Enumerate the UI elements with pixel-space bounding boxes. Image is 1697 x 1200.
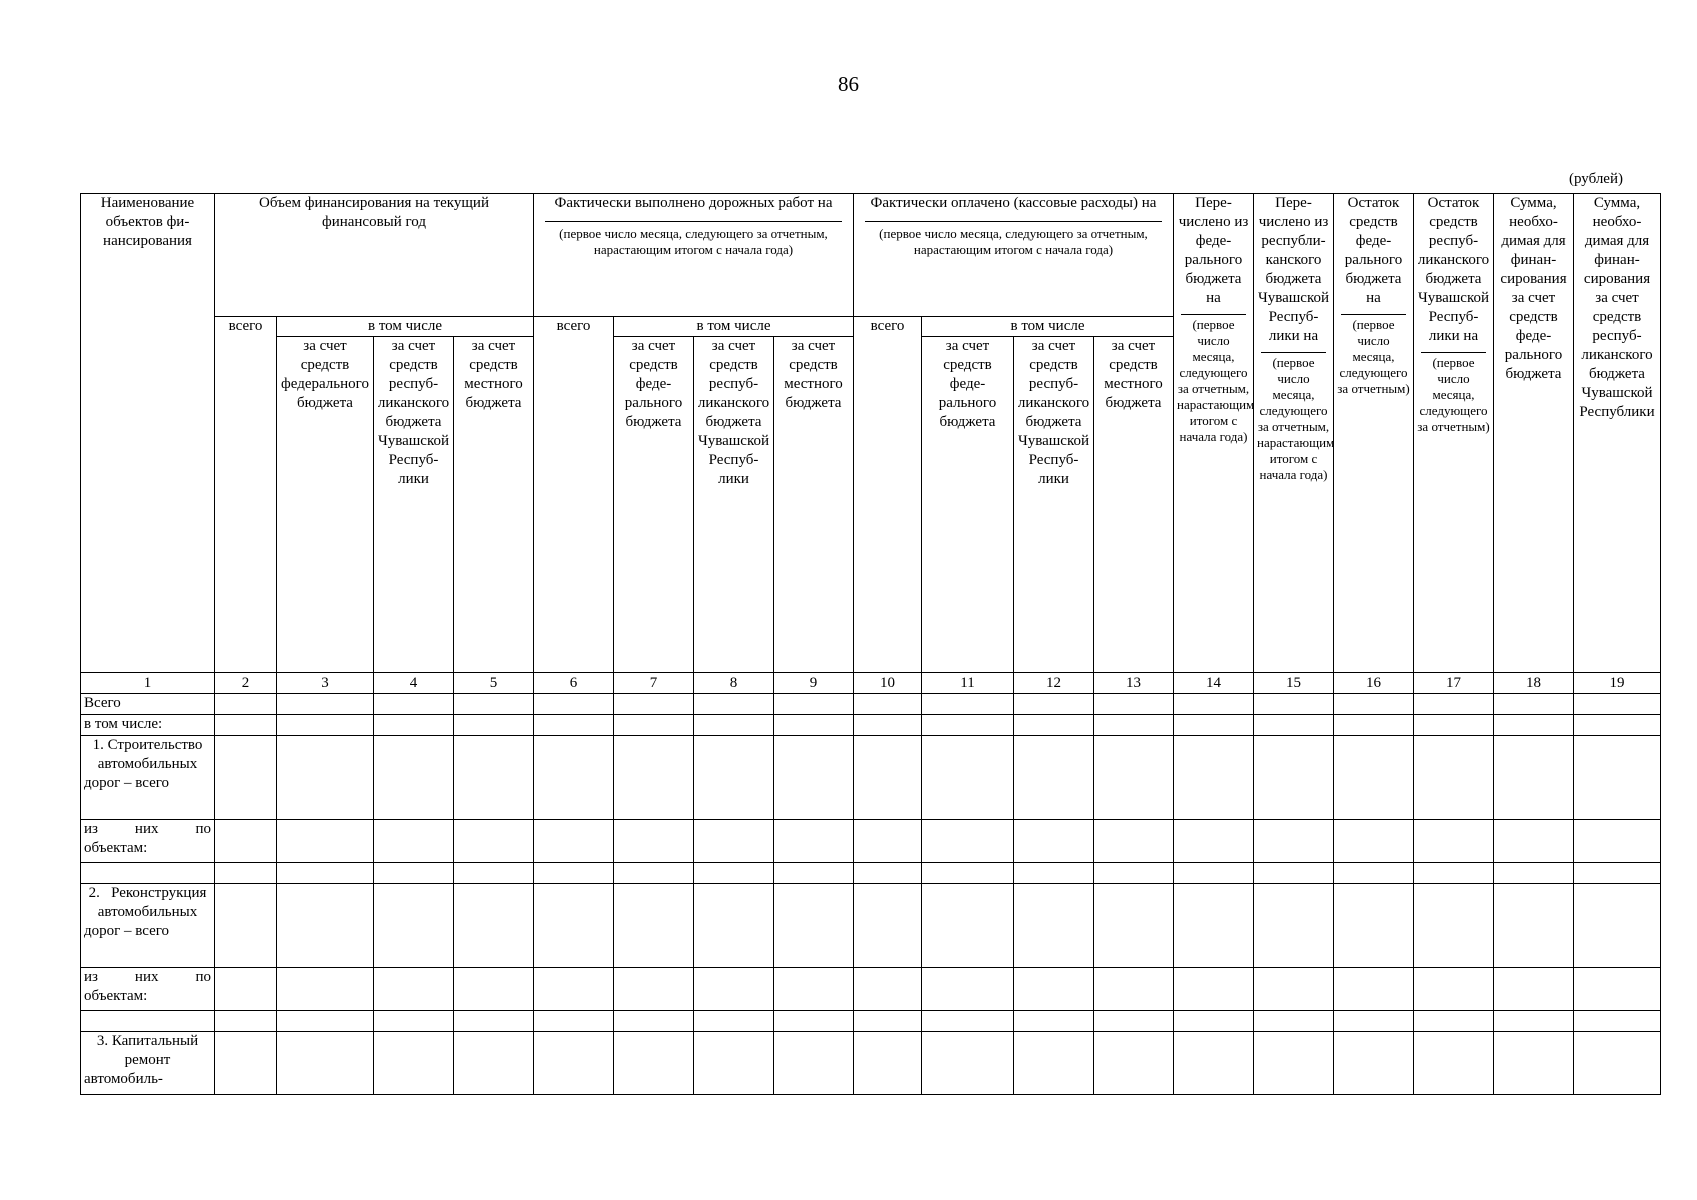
date-blank-line xyxy=(1341,314,1406,315)
header-col15 xyxy=(1254,194,1334,673)
column-number: 16 xyxy=(1334,673,1414,694)
date-blank-line xyxy=(545,221,842,222)
header-col19: Сумма, необходимая для финансирования за счет средств республиканского бюджета Чувашской Республики xyxy=(1574,194,1661,673)
header-group2-note: (первое число месяца, следующего за отчетным, нарастающим итогом с начала года) xyxy=(559,226,828,257)
table-row xyxy=(81,1032,1661,1095)
header-col15-note: (первое число месяца, следующего за отчетным, нарастающим итогом с начала года) xyxy=(1257,355,1335,482)
header-group1-total: всего xyxy=(215,317,277,673)
column-number: 18 xyxy=(1494,673,1574,694)
column-number: 1 xyxy=(81,673,215,694)
header-object-name: Наименование объектов финансирования xyxy=(81,194,215,673)
header-group3-federal: за счет средств федерального бюджета xyxy=(922,337,1014,673)
table-row xyxy=(81,736,1661,820)
header-col16 xyxy=(1334,194,1414,673)
header-group3-local: за счет средств местного бюджета xyxy=(1094,337,1174,673)
row-label: из них по объектам: xyxy=(81,820,215,863)
header-group2 xyxy=(534,194,854,317)
table-row xyxy=(81,820,1661,863)
column-number: 4 xyxy=(374,673,454,694)
financing-report-table xyxy=(80,193,1661,1095)
row-label: из них по объектам: xyxy=(81,968,215,1011)
header-group2-title: Фактически выполнено дорожных работ на xyxy=(554,195,833,211)
header-group2-federal: за счет средств федерального бюджета xyxy=(614,337,694,673)
header-group3-note: (первое число месяца, следующего за отчетным, нарастающим итогом с начала года) xyxy=(879,226,1148,257)
header-col16-note: (первое число месяца, следующего за отчетным) xyxy=(1337,317,1410,396)
date-blank-line xyxy=(1421,352,1486,353)
header-col14-note: (первое число месяца, следующего за отчетным, нарастающим итогом с начала года) xyxy=(1177,317,1255,444)
header-group3-title: Фактически оплачено (кассовые расходы) на xyxy=(870,195,1157,211)
header-col14-title: Перечислено из федерального бюджета на xyxy=(1178,195,1249,306)
row-label: 3. Капитальный ремонт автомобиль- xyxy=(81,1032,215,1095)
header-col17 xyxy=(1414,194,1494,673)
table-row xyxy=(81,968,1661,1011)
column-number: 15 xyxy=(1254,673,1334,694)
header-col18: Сумма, необходимая для финансирования за счет средств федерального бюджета xyxy=(1494,194,1574,673)
header-col15-title: Перечислено из республиканского бюджета Чувашской Республики на xyxy=(1257,195,1330,344)
column-number: 3 xyxy=(277,673,374,694)
date-blank-line xyxy=(1261,352,1326,353)
column-number: 2 xyxy=(215,673,277,694)
header-group2-local: за счет средств местного бюджета xyxy=(774,337,854,673)
table-row xyxy=(81,694,1661,715)
column-number: 11 xyxy=(922,673,1014,694)
date-blank-line xyxy=(865,221,1162,222)
table-row xyxy=(81,863,1661,884)
header-group3-republic: за счет средств республиканского бюджета Чувашской Республики xyxy=(1014,337,1094,673)
page-number: 86 xyxy=(838,72,859,96)
header-col14 xyxy=(1174,194,1254,673)
column-number-row xyxy=(81,673,1661,694)
unit-note: (рублей) xyxy=(1568,171,1623,187)
header-group3-total: всего xyxy=(854,317,922,673)
header-group2-republic: за счет средств республиканского бюджета Чувашской Республики xyxy=(694,337,774,673)
row-label: 1. Строительство автомобильных дорог – всего xyxy=(81,736,215,820)
column-number: 5 xyxy=(454,673,534,694)
column-number: 13 xyxy=(1094,673,1174,694)
header-col17-title: Остаток средств республиканского бюджета Чувашской Республики на xyxy=(1417,195,1490,344)
column-number: 9 xyxy=(774,673,854,694)
row-label: 2. Реконструкция автомобильных дорог – всего xyxy=(81,884,215,968)
header-group1-republic: за счет средств республиканского бюджета Чувашской Республики xyxy=(374,337,454,673)
column-number: 17 xyxy=(1414,673,1494,694)
column-number: 7 xyxy=(614,673,694,694)
table-row xyxy=(81,1011,1661,1032)
table-row xyxy=(81,715,1661,736)
header-group1-title: Объем финансирования на текущий финансовый год xyxy=(215,194,534,317)
header-group2-including: в том числе xyxy=(614,317,854,337)
column-number: 6 xyxy=(534,673,614,694)
column-number: 12 xyxy=(1014,673,1094,694)
date-blank-line xyxy=(1181,314,1246,315)
column-number: 8 xyxy=(694,673,774,694)
column-number: 10 xyxy=(854,673,922,694)
header-group3-including: в том числе xyxy=(922,317,1174,337)
header-col17-note: (первое число месяца, следующего за отчетным) xyxy=(1417,355,1490,434)
row-label: в том числе: xyxy=(81,715,215,736)
header-col16-title: Остаток средств федерального бюджета на xyxy=(1344,195,1403,306)
header-group1-federal: за счет средств федерального бюджета xyxy=(277,337,374,673)
row-label: Всего xyxy=(81,694,215,715)
header-group1-local: за счет средств местного бюджета xyxy=(454,337,534,673)
column-number: 14 xyxy=(1174,673,1254,694)
header-group1-including: в том числе xyxy=(277,317,534,337)
table-row xyxy=(81,884,1661,968)
header-group2-total: всего xyxy=(534,317,614,673)
header-group3 xyxy=(854,194,1174,317)
column-number: 19 xyxy=(1574,673,1661,694)
